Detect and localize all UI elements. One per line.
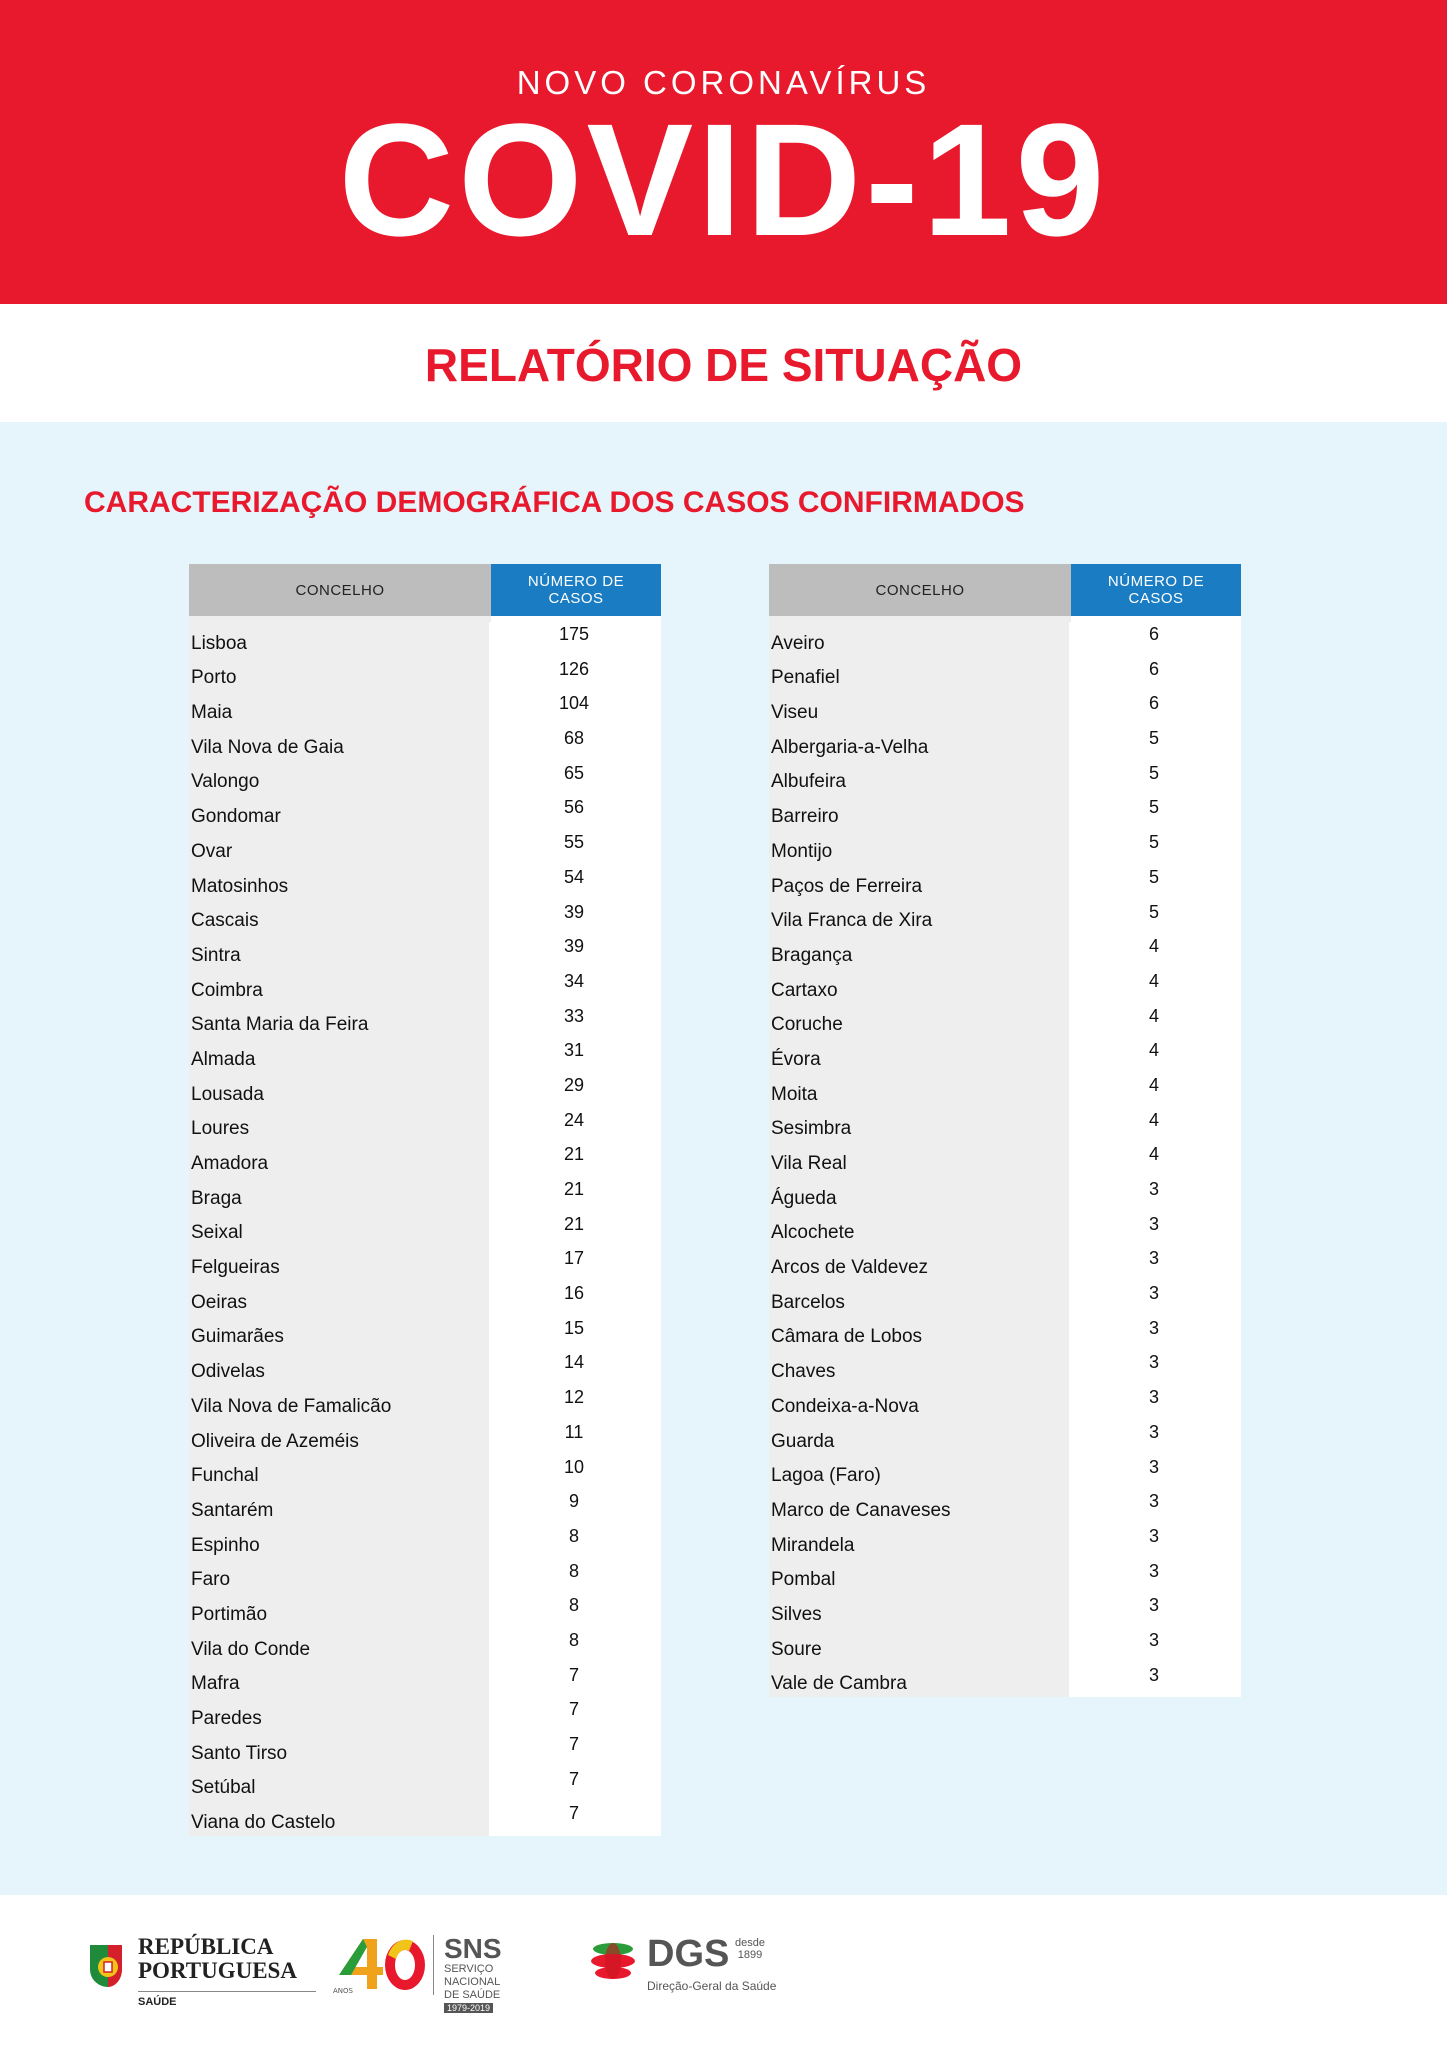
sns-label: SNS <box>444 1933 502 1964</box>
concelho-cell: Oeiras <box>189 1281 489 1316</box>
casos-cell: 3 <box>1069 1385 1239 1420</box>
concelho-cell: Faro <box>189 1559 489 1594</box>
dgs-year: 1899 <box>737 1949 763 1961</box>
table-row <box>769 1316 1241 1351</box>
republica-text <box>138 1935 338 1983</box>
concelho-cell: Setúbal <box>189 1767 489 1802</box>
concelho-cell: Loures <box>189 1108 489 1143</box>
table-row <box>189 1767 661 1802</box>
casos-cell: 5 <box>1069 865 1239 900</box>
casos-cell: 17 <box>489 1246 659 1281</box>
concelho-cell: Coruche <box>769 1004 1069 1039</box>
casos-cell: 5 <box>1069 795 1239 830</box>
table-row <box>189 1628 661 1663</box>
table-row <box>189 795 661 830</box>
header-concelho: CONCELHO <box>189 564 491 616</box>
table-row <box>189 1801 661 1836</box>
sns-text <box>433 1933 502 2013</box>
table-row <box>189 1732 661 1767</box>
casos-cell: 8 <box>489 1628 659 1663</box>
concelho-cell: Funchal <box>189 1455 489 1490</box>
table-row <box>769 1108 1241 1143</box>
casos-cell: 3 <box>1069 1524 1239 1559</box>
header-title: COVID-19 <box>338 90 1109 269</box>
dgs-emblem-icon <box>589 1937 637 1985</box>
concelho-cell: Marco de Canaveses <box>769 1489 1069 1524</box>
casos-cell: 4 <box>1069 1004 1239 1039</box>
table-row <box>189 830 661 865</box>
concelho-cell: Guarda <box>769 1420 1069 1455</box>
casos-cell: 3 <box>1069 1420 1239 1455</box>
table-row <box>189 1697 661 1732</box>
concelho-cell: Arcos de Valdevez <box>769 1246 1069 1281</box>
casos-cell: 21 <box>489 1212 659 1247</box>
section-title: CARACTERIZAÇÃO DEMOGRÁFICA DOS CASOS CONFIRMADOS <box>84 486 1025 519</box>
concelho-cell: Porto <box>189 657 489 692</box>
concelho-cell: Condeixa-a-Nova <box>769 1385 1069 1420</box>
table-row <box>769 900 1241 935</box>
casos-cell: 3 <box>1069 1246 1239 1281</box>
concelho-cell: Barcelos <box>769 1281 1069 1316</box>
casos-cell: 34 <box>489 969 659 1004</box>
concelho-cell: Almada <box>189 1038 489 1073</box>
casos-cell: 8 <box>489 1559 659 1594</box>
concelho-cell: Penafiel <box>769 657 1069 692</box>
concelho-cell: Bragança <box>769 934 1069 969</box>
report-banner <box>0 304 1447 422</box>
concelho-cell: Santa Maria da Feira <box>189 1004 489 1039</box>
table-row <box>189 1108 661 1143</box>
table-row <box>769 1420 1241 1455</box>
casos-cell: 29 <box>489 1073 659 1108</box>
anos-label: ANOS <box>333 1987 353 1995</box>
concelho-cell: Santo Tirso <box>189 1732 489 1767</box>
casos-cell: 3 <box>1069 1455 1239 1490</box>
casos-cell: 4 <box>1069 1142 1239 1177</box>
table-row <box>189 1142 661 1177</box>
table-row <box>189 934 661 969</box>
concelho-cell: Albergaria-a-Velha <box>769 726 1069 761</box>
table-row <box>189 761 661 796</box>
header-numero-line2: CASOS <box>548 590 604 607</box>
table-header <box>769 564 1241 616</box>
concelho-cell: Chaves <box>769 1350 1069 1385</box>
content-area <box>0 422 1447 1895</box>
casos-cell: 31 <box>489 1038 659 1073</box>
casos-cell: 3 <box>1069 1593 1239 1628</box>
table-row <box>769 1073 1241 1108</box>
concelho-cell: Braga <box>189 1177 489 1212</box>
concelho-cell: Águeda <box>769 1177 1069 1212</box>
casos-cell: 4 <box>1069 1073 1239 1108</box>
concelho-cell: Montijo <box>769 830 1069 865</box>
table-row <box>189 1177 661 1212</box>
casos-cell: 3 <box>1069 1350 1239 1385</box>
concelho-cell: Lousada <box>189 1073 489 1108</box>
concelho-cell: Santarém <box>189 1489 489 1524</box>
table-row <box>769 1350 1241 1385</box>
table-row <box>189 1281 661 1316</box>
table-row <box>189 1212 661 1247</box>
concelho-cell: Barreiro <box>769 795 1069 830</box>
casos-cell: 3 <box>1069 1177 1239 1212</box>
table-row <box>769 1628 1241 1663</box>
table-row <box>189 1489 661 1524</box>
left-cases-table <box>189 564 661 1836</box>
table-row <box>769 1663 1241 1698</box>
concelho-cell: Paredes <box>189 1697 489 1732</box>
table-row <box>769 1038 1241 1073</box>
casos-cell: 4 <box>1069 1108 1239 1143</box>
concelho-cell: Lisboa <box>189 622 489 657</box>
concelho-cell: Coimbra <box>189 969 489 1004</box>
concelho-cell: Seixal <box>189 1212 489 1247</box>
casos-cell: 6 <box>1069 691 1239 726</box>
concelho-cell: Pombal <box>769 1559 1069 1594</box>
concelho-cell: Moita <box>769 1073 1069 1108</box>
table-row <box>769 1593 1241 1628</box>
coat-of-arms-icon <box>86 1941 126 1991</box>
header-numero-casos <box>1071 564 1241 616</box>
casos-cell: 7 <box>489 1732 659 1767</box>
table-row <box>769 1524 1241 1559</box>
casos-cell: 8 <box>489 1524 659 1559</box>
header-subtitle: NOVO CORONAVÍRUS <box>516 64 931 101</box>
sns-line2-wrap <box>444 1989 502 2015</box>
table-row <box>189 1385 661 1420</box>
table-row <box>769 1212 1241 1247</box>
casos-cell: 39 <box>489 934 659 969</box>
header-numero-line1: NÚMERO DE <box>527 573 625 590</box>
table-row <box>769 691 1241 726</box>
table-row <box>769 969 1241 1004</box>
casos-cell: 55 <box>489 830 659 865</box>
casos-cell: 21 <box>489 1142 659 1177</box>
table-row <box>769 1246 1241 1281</box>
concelho-cell: Oliveira de Azeméis <box>189 1420 489 1455</box>
dgs-label: DGS <box>647 1933 730 1975</box>
concelho-cell: Mirandela <box>769 1524 1069 1559</box>
concelho-cell: Viana do Castelo <box>189 1801 489 1836</box>
table-row <box>769 830 1241 865</box>
table-row <box>769 1455 1241 1490</box>
table-row <box>189 622 661 657</box>
table-row <box>189 1316 661 1351</box>
sns-years: 1979-2019 <box>444 2003 493 2013</box>
table-row <box>189 1246 661 1281</box>
table-row <box>769 726 1241 761</box>
table-row <box>189 900 661 935</box>
concelho-cell: Valongo <box>189 761 489 796</box>
table-row <box>189 726 661 761</box>
table-header <box>189 564 661 616</box>
concelho-cell: Amadora <box>189 1142 489 1177</box>
concelho-cell: Aveiro <box>769 622 1069 657</box>
concelho-cell: Mafra <box>189 1663 489 1698</box>
republica-line2: PORTUGUESA <box>138 1958 297 1983</box>
right-cases-table <box>769 564 1241 1697</box>
table-row <box>769 1559 1241 1594</box>
table-row <box>189 1420 661 1455</box>
concelho-cell: Gondomar <box>189 795 489 830</box>
table-row <box>189 1593 661 1628</box>
casos-cell: 6 <box>1069 622 1239 657</box>
casos-cell: 3 <box>1069 1559 1239 1594</box>
casos-cell: 3 <box>1069 1281 1239 1316</box>
concelho-cell: Vila Nova de Gaia <box>189 726 489 761</box>
concelho-cell: Paços de Ferreira <box>769 865 1069 900</box>
forty-years-icon <box>333 1935 428 1995</box>
casos-cell: 7 <box>489 1801 659 1836</box>
casos-cell: 3 <box>1069 1316 1239 1351</box>
concelho-cell: Vila do Conde <box>189 1628 489 1663</box>
casos-cell: 33 <box>489 1004 659 1039</box>
casos-cell: 3 <box>1069 1628 1239 1663</box>
concelho-cell: Soure <box>769 1628 1069 1663</box>
header-concelho: CONCELHO <box>769 564 1071 616</box>
table-row <box>189 969 661 1004</box>
concelho-cell: Alcochete <box>769 1212 1069 1247</box>
header-numero-line1: NÚMERO DE <box>1107 573 1205 590</box>
casos-cell: 68 <box>489 726 659 761</box>
concelho-cell: Albufeira <box>769 761 1069 796</box>
table-row <box>189 1524 661 1559</box>
concelho-cell: Odivelas <box>189 1350 489 1385</box>
casos-cell: 15 <box>489 1316 659 1351</box>
sns-line2: DE SAÚDE <box>444 1989 501 2001</box>
table-row <box>189 1073 661 1108</box>
table-body <box>769 616 1241 1697</box>
concelho-cell: Vila Franca de Xira <box>769 900 1069 935</box>
casos-cell: 16 <box>489 1281 659 1316</box>
dgs-subtitle: Direção-Geral da Saúde <box>647 1979 777 1993</box>
table-row <box>189 865 661 900</box>
casos-cell: 11 <box>489 1420 659 1455</box>
table-row <box>189 1663 661 1698</box>
casos-cell: 56 <box>489 795 659 830</box>
casos-cell: 39 <box>489 900 659 935</box>
table-row <box>769 1281 1241 1316</box>
table-row <box>189 1350 661 1385</box>
table-row <box>769 622 1241 657</box>
table-row <box>189 657 661 692</box>
casos-cell: 12 <box>489 1385 659 1420</box>
concelho-cell: Ovar <box>189 830 489 865</box>
casos-cell: 7 <box>489 1697 659 1732</box>
header-numero-casos <box>491 564 661 616</box>
table-row <box>189 1559 661 1594</box>
table-row <box>769 1489 1241 1524</box>
casos-cell: 24 <box>489 1108 659 1143</box>
casos-cell: 104 <box>489 691 659 726</box>
casos-cell: 10 <box>489 1455 659 1490</box>
casos-cell: 5 <box>1069 726 1239 761</box>
concelho-cell: Silves <box>769 1593 1069 1628</box>
casos-cell: 4 <box>1069 969 1239 1004</box>
table-body <box>189 616 661 1836</box>
casos-cell: 7 <box>489 1767 659 1802</box>
header-banner <box>0 0 1447 304</box>
concelho-cell: Matosinhos <box>189 865 489 900</box>
table-row <box>769 657 1241 692</box>
republica-line1: REPÚBLICA <box>138 1934 274 1959</box>
saude-label: SAÚDE <box>138 1991 316 2008</box>
concelho-cell: Portimão <box>189 1593 489 1628</box>
table-row <box>189 1004 661 1039</box>
header-numero-line2: CASOS <box>1128 590 1184 607</box>
concelho-cell: Felgueiras <box>189 1246 489 1281</box>
concelho-cell: Viseu <box>769 691 1069 726</box>
table-row <box>769 1004 1241 1039</box>
casos-cell: 4 <box>1069 1038 1239 1073</box>
concelho-cell: Évora <box>769 1038 1069 1073</box>
casos-cell: 21 <box>489 1177 659 1212</box>
casos-cell: 175 <box>489 622 659 657</box>
casos-cell: 126 <box>489 657 659 692</box>
casos-cell: 3 <box>1069 1212 1239 1247</box>
table-row <box>189 691 661 726</box>
table-row <box>769 1385 1241 1420</box>
table-row <box>189 1455 661 1490</box>
casos-cell: 14 <box>489 1350 659 1385</box>
concelho-cell: Espinho <box>189 1524 489 1559</box>
casos-cell: 5 <box>1069 830 1239 865</box>
casos-cell: 54 <box>489 865 659 900</box>
concelho-cell: Cascais <box>189 900 489 935</box>
table-row <box>769 795 1241 830</box>
table-row <box>769 865 1241 900</box>
concelho-cell: Vila Nova de Famalicão <box>189 1385 489 1420</box>
casos-cell: 5 <box>1069 900 1239 935</box>
report-title: RELATÓRIO DE SITUAÇÃO <box>424 339 1023 391</box>
casos-cell: 9 <box>489 1489 659 1524</box>
concelho-cell: Sintra <box>189 934 489 969</box>
concelho-cell: Maia <box>189 691 489 726</box>
sns-line1: SERVIÇO NACIONAL <box>444 1963 501 1988</box>
concelho-cell: Câmara de Lobos <box>769 1316 1069 1351</box>
concelho-cell: Vila Real <box>769 1142 1069 1177</box>
casos-cell: 6 <box>1069 657 1239 692</box>
table-row <box>769 761 1241 796</box>
concelho-cell: Cartaxo <box>769 969 1069 1004</box>
casos-cell: 3 <box>1069 1489 1239 1524</box>
casos-cell: 7 <box>489 1663 659 1698</box>
casos-cell: 65 <box>489 761 659 796</box>
table-row <box>189 1038 661 1073</box>
dgs-since <box>735 1937 765 1961</box>
dgs-desde: desde <box>735 1937 765 1949</box>
casos-cell: 5 <box>1069 761 1239 796</box>
concelho-cell: Vale de Cambra <box>769 1663 1069 1698</box>
table-row <box>769 1177 1241 1212</box>
casos-cell: 4 <box>1069 934 1239 969</box>
casos-cell: 8 <box>489 1593 659 1628</box>
table-row <box>769 1142 1241 1177</box>
casos-cell: 3 <box>1069 1663 1239 1698</box>
table-row <box>769 934 1241 969</box>
footer <box>0 1895 1447 2047</box>
concelho-cell: Guimarães <box>189 1316 489 1351</box>
concelho-cell: Sesimbra <box>769 1108 1069 1143</box>
concelho-cell: Lagoa (Faro) <box>769 1455 1069 1490</box>
